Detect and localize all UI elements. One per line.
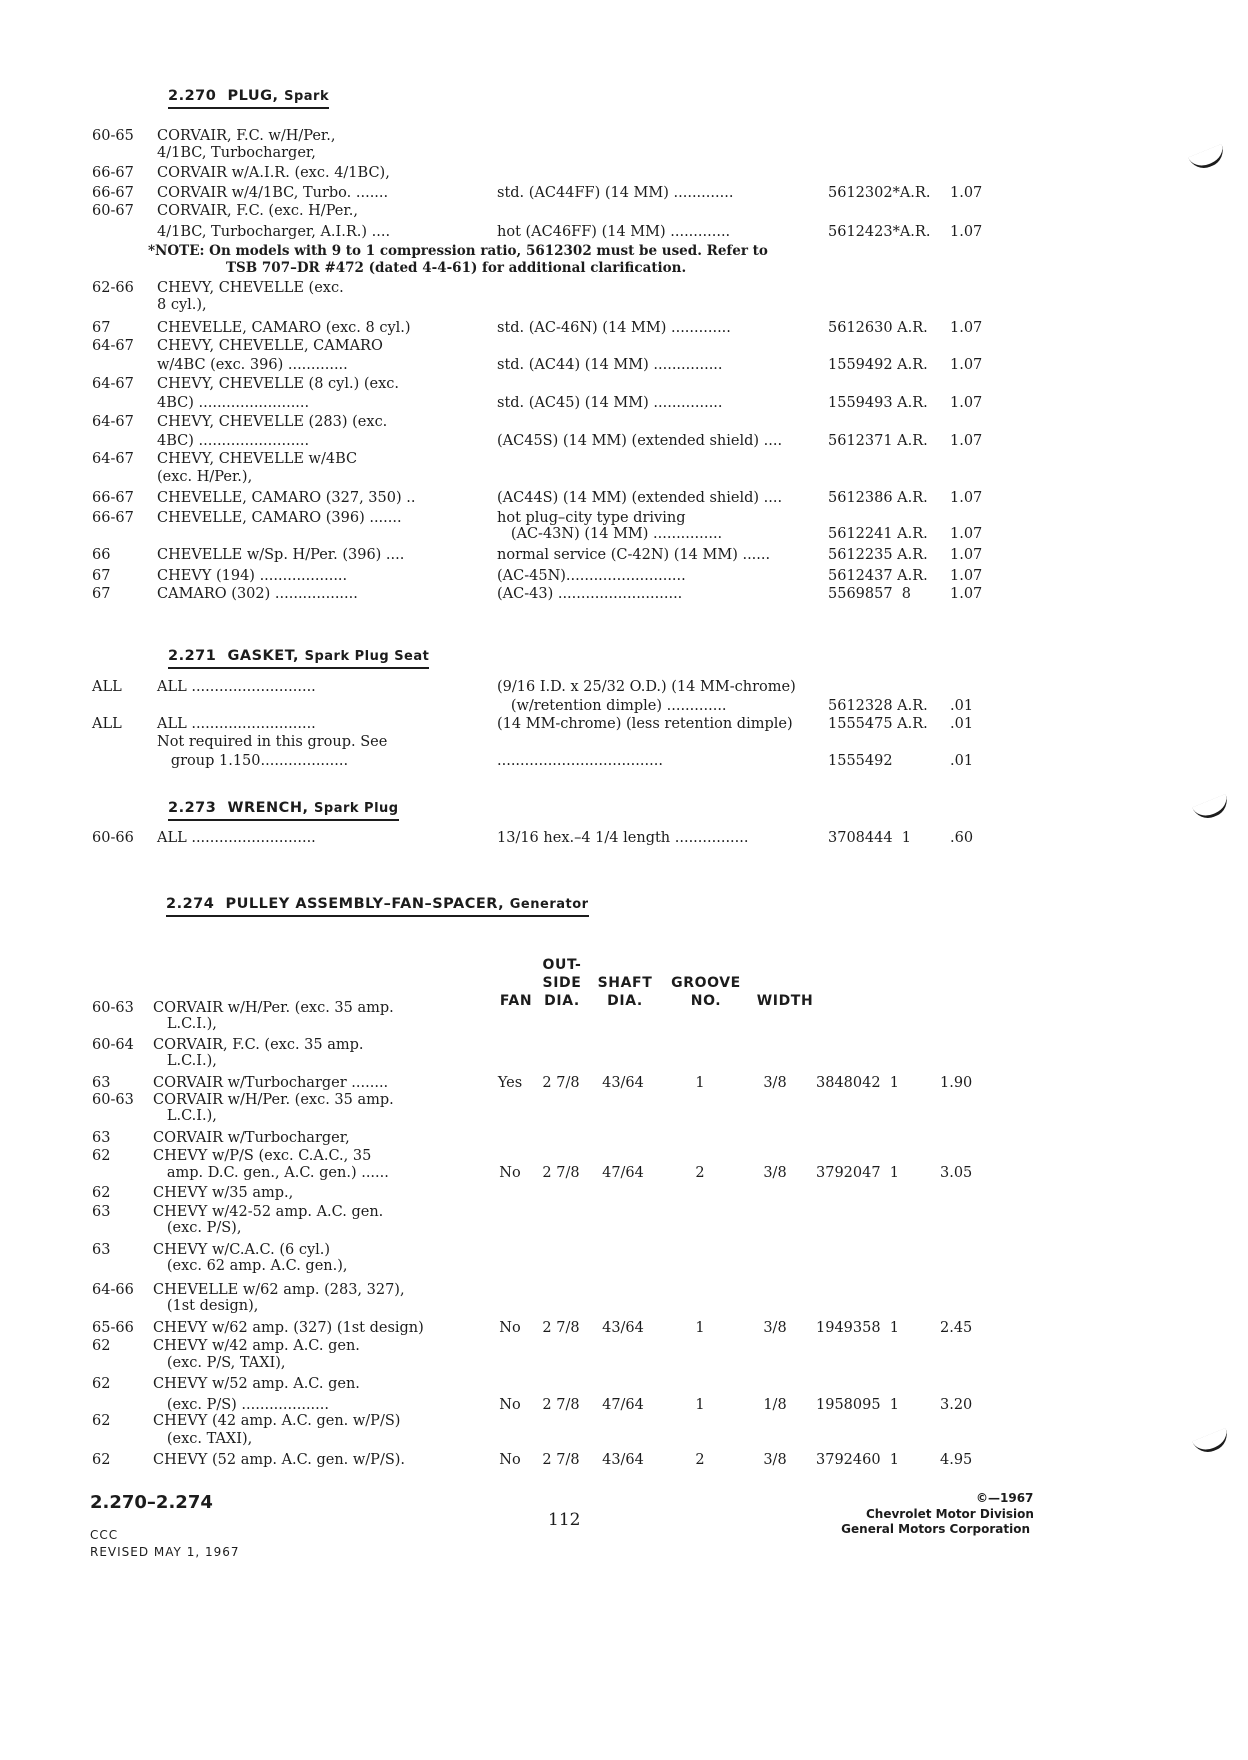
row-year: ALL [92,679,122,695]
row-specification: (w/retention dimple) ............. [497,698,727,714]
row-description: CORVAIR, F.C. (exc. H/Per., [157,203,358,219]
row-price: 3.20 [940,1397,973,1413]
row-year: 66-67 [92,165,134,181]
row-width: 3/8 [763,1320,787,1336]
row-year: 62 [92,1185,111,1201]
row-year: 67 [92,568,111,584]
binder-mark [1188,144,1228,173]
section-number: 2.270 [168,88,217,104]
row-description: L.C.I.), [153,1053,217,1069]
row-part-number: 1958095 1 [816,1397,900,1413]
row-part-number: 3792047 1 [816,1165,900,1181]
row-groove-no: 1 [695,1397,705,1413]
row-description: (exc. TAXI), [153,1431,253,1447]
row-specification: std. (AC-46N) (14 MM) ............. [497,320,731,336]
row-part-number: 5612371 A.R. [828,433,928,449]
row-description: CORVAIR w/4/1BC, Turbo. ....... [157,185,389,201]
row-price: .01 [950,753,974,769]
row-fan: Yes [497,1075,523,1091]
row-specification: (AC45S) (14 MM) (extended shield) .... [497,433,783,449]
column-header-outside-dia: OUT- SIDE DIA. [542,957,582,1009]
section-heading-2-271 [168,648,429,669]
row-description: (exc. P/S), [153,1220,242,1236]
section-subtitle: Spark Plug Seat [304,649,430,664]
section-title: WRENCH, [227,800,309,816]
column-header-groove-no: GROOVE NO. [671,975,741,1009]
row-year: 67 [92,586,111,602]
row-year: 66-67 [92,185,134,201]
section-heading-2-274 [166,896,589,917]
row-outside-dia: 2 7/8 [542,1452,580,1468]
row-specification: hot (AC46FF) (14 MM) ............. [497,224,731,240]
row-part-number: 1555492 [828,753,893,769]
row-description: L.C.I.), [153,1016,217,1032]
row-description: (exc. P/S, TAXI), [153,1355,286,1371]
row-price: .01 [950,716,974,732]
binder-mark [1192,1428,1232,1457]
row-price: 1.07 [950,433,983,449]
row-part-number: 1559492 A.R. [828,357,928,373]
row-description: L.C.I.), [153,1108,217,1124]
row-groove-no: 2 [695,1452,705,1468]
row-year: 62 [92,1413,111,1429]
row-specification: normal service (C-42N) (14 MM) ...... [497,547,771,563]
row-description: CHEVELLE w/Sp. H/Per. (396) .... [157,547,405,563]
row-year: 64-67 [92,338,134,354]
row-year: 62 [92,1148,111,1164]
note-line-1: *NOTE: On models with 9 to 1 compression ratio, 5612302 must be used. Refer to [148,243,768,259]
row-description: CORVAIR w/H/Per. (exc. 35 amp. [153,1092,394,1108]
row-year: 63 [92,1242,111,1258]
row-specification: hot plug–city type driving [497,510,686,526]
row-description: CHEVELLE, CAMARO (327, 350) .. [157,490,416,506]
row-description: 4/1BC, Turbocharger, [157,145,316,161]
row-description: CHEVY w/52 amp. A.C. gen. [153,1376,360,1392]
row-price: 1.07 [950,357,983,373]
row-price: 1.07 [950,185,983,201]
row-description: CHEVY, CHEVELLE, CAMARO [157,338,383,354]
row-year: 64-66 [92,1282,134,1298]
row-fan: No [499,1165,521,1181]
row-outside-dia: 2 7/8 [542,1075,580,1091]
row-specification: .................................... [497,753,663,769]
row-specification: std. (AC44FF) (14 MM) ............. [497,185,734,201]
row-year: 65-66 [92,1320,134,1336]
row-description: amp. D.C. gen., A.C. gen.) ...... [153,1165,389,1181]
footer-copyright: ©—1967 [976,1491,1034,1505]
row-price: .60 [950,830,974,846]
row-specification: (AC44S) (14 MM) (extended shield) .... [497,490,783,506]
row-part-number: 5612302*A.R. [828,185,931,201]
row-description: 4BC) ........................ [157,433,310,449]
row-year: 63 [92,1075,111,1091]
note-line-2: TSB 707–DR #472 (dated 4-4-61) for additional clarification. [226,260,687,276]
row-description: CHEVELLE w/62 amp. (283, 327), [153,1282,405,1298]
row-description: CORVAIR w/A.I.R. (exc. 4/1BC), [157,165,390,181]
row-part-number: 1555475 A.R. [828,716,928,732]
row-description: CHEVY, CHEVELLE w/4BC [157,451,358,467]
column-header-width: WIDTH [756,993,814,1009]
section-heading-2-270 [168,88,329,109]
section-title: PLUG, [227,88,279,104]
row-price: 1.07 [950,224,983,240]
row-shaft-dia: 47/64 [602,1397,644,1413]
row-fan: No [499,1397,521,1413]
column-header-shaft-dia: SHAFT DIA. [597,975,653,1009]
row-price: 1.07 [950,526,983,542]
row-price: 1.90 [940,1075,973,1091]
row-description: CHEVY (42 amp. A.C. gen. w/P/S) [153,1413,401,1429]
row-year: 64-67 [92,376,134,392]
row-description: ALL ........................... [157,679,316,695]
row-shaft-dia: 43/64 [602,1075,644,1091]
row-year: 62 [92,1338,111,1354]
row-year: 66-67 [92,490,134,506]
row-width: 3/8 [763,1165,787,1181]
row-description: CHEVY w/62 amp. (327) (1st design) [153,1320,424,1336]
row-description: CHEVY w/P/S (exc. C.A.C., 35 [153,1148,372,1164]
page-number: 112 [548,1510,581,1530]
row-year: 62-66 [92,280,134,296]
row-year: 64-67 [92,414,134,430]
row-description: (exc. P/S) ................... [153,1397,329,1413]
row-part-number: 5612241 A.R. [828,526,928,542]
row-year: 67 [92,320,111,336]
row-description: CHEVELLE, CAMARO (exc. 8 cyl.) [157,320,411,336]
row-width: 3/8 [763,1075,787,1091]
row-width: 1/8 [763,1397,787,1413]
row-part-number: 1949358 1 [816,1320,900,1336]
row-part-number: 5612235 A.R. [828,547,928,563]
row-description: CHEVY (194) ................... [157,568,348,584]
row-part-number: 3848042 1 [816,1075,900,1091]
row-part-number: 1559493 A.R. [828,395,928,411]
section-number: 2.273 [168,800,217,816]
row-description: 4BC) ........................ [157,395,310,411]
section-subtitle: Spark [284,89,330,104]
row-description: CORVAIR, F.C. w/H/Per., [157,128,336,144]
row-groove-no: 1 [695,1320,705,1336]
row-description: CORVAIR w/Turbocharger, [153,1130,350,1146]
row-description: ALL ........................... [157,716,316,732]
row-description: CHEVY, CHEVELLE (exc. [157,280,344,296]
column-header-fan: FAN [499,993,533,1009]
row-price: 4.95 [940,1452,973,1468]
row-part-number: 3792460 1 [816,1452,900,1468]
row-part-number: 5612328 A.R. [828,698,928,714]
row-price: .01 [950,698,974,714]
row-specification: (14 MM-chrome) (less retention dimple) [497,716,793,732]
row-description: CAMARO (302) .................. [157,586,358,602]
row-specification: (AC-43) ........................... [497,586,683,602]
footer-revised-date: REVISED MAY 1, 1967 [90,1545,240,1559]
row-year: 60-66 [92,830,134,846]
row-part-number: 5612437 A.R. [828,568,928,584]
row-part-number: 3708444 1 [828,830,912,846]
row-specification: 13/16 hex.–4 1/4 length ................ [497,830,749,846]
row-description: Not required in this group. See [157,734,388,750]
row-price: 3.05 [940,1165,973,1181]
row-part-number: 5569857 8 [828,586,912,602]
section-subtitle: Generator [509,897,589,912]
row-year: 60-65 [92,128,134,144]
row-description: CHEVY w/35 amp., [153,1185,294,1201]
row-description: (exc. 62 amp. A.C. gen.), [153,1258,348,1274]
row-shaft-dia: 47/64 [602,1165,644,1181]
section-subtitle: Spark Plug [314,801,399,816]
row-description: CORVAIR, F.C. (exc. 35 amp. [153,1037,364,1053]
row-width: 3/8 [763,1452,787,1468]
row-specification: std. (AC45) (14 MM) ............... [497,395,723,411]
row-description: CHEVELLE, CAMARO (396) ....... [157,510,402,526]
row-description: (exc. H/Per.), [157,469,253,485]
row-price: 1.07 [950,568,983,584]
row-year: 62 [92,1376,111,1392]
row-fan: No [499,1452,521,1468]
row-year: 62 [92,1452,111,1468]
row-year: 63 [92,1204,111,1220]
row-description: w/4BC (exc. 396) ............. [157,357,348,373]
row-specification: (9/16 I.D. x 25/32 O.D.) (14 MM-chrome) [497,679,796,695]
row-part-number: 5612386 A.R. [828,490,928,506]
section-title: PULLEY ASSEMBLY–FAN–SPACER, [225,896,505,912]
section-title: GASKET, [227,648,300,664]
row-price: 1.07 [950,547,983,563]
row-year: 60-63 [92,1092,134,1108]
row-year: 66-67 [92,510,134,526]
row-price: 1.07 [950,320,983,336]
row-part-number: 5612630 A.R. [828,320,928,336]
row-description: 4/1BC, Turbocharger, A.I.R.) .... [157,224,391,240]
row-year: ALL [92,716,122,732]
row-fan: No [499,1320,521,1336]
row-outside-dia: 2 7/8 [542,1320,580,1336]
section-heading-2-273 [168,800,399,821]
footer-division: Chevrolet Motor Division [866,1507,1034,1521]
row-price: 1.07 [950,395,983,411]
footer-section-range: 2.270–2.274 [90,1492,213,1513]
row-groove-no: 1 [695,1075,705,1091]
row-description: (1st design), [153,1298,259,1314]
row-year: 60-67 [92,203,134,219]
row-description: CHEVY w/C.A.C. (6 cyl.) [153,1242,331,1258]
row-description: CHEVY, CHEVELLE (283) (exc. [157,414,388,430]
row-outside-dia: 2 7/8 [542,1397,580,1413]
footer-corporation: General Motors Corporation [841,1522,1030,1536]
row-year: 63 [92,1130,111,1146]
row-year: 64-67 [92,451,134,467]
row-specification: (AC-43N) (14 MM) ............... [497,526,723,542]
row-price: 1.07 [950,490,983,506]
row-price: 2.45 [940,1320,973,1336]
row-description: CORVAIR w/Turbocharger ........ [153,1075,389,1091]
row-description: CORVAIR w/H/Per. (exc. 35 amp. [153,1000,394,1016]
row-description: CHEVY w/42 amp. A.C. gen. [153,1338,360,1354]
row-description: CHEVY, CHEVELLE (8 cyl.) (exc. [157,376,400,392]
section-number: 2.274 [166,896,215,912]
binder-mark [1192,794,1232,823]
row-year: 60-64 [92,1037,134,1053]
row-outside-dia: 2 7/8 [542,1165,580,1181]
row-groove-no: 2 [695,1165,705,1181]
row-shaft-dia: 43/64 [602,1320,644,1336]
footer-ccc: CCC [90,1528,119,1542]
section-number: 2.271 [168,648,217,664]
row-description: CHEVY w/42-52 amp. A.C. gen. [153,1204,384,1220]
row-part-number: 5612423*A.R. [828,224,931,240]
row-specification: std. (AC44) (14 MM) ............... [497,357,723,373]
row-year: 66 [92,547,111,563]
row-price: 1.07 [950,586,983,602]
row-specification: (AC-45N).......................... [497,568,686,584]
row-description: 8 cyl.), [157,297,207,313]
row-description: CHEVY (52 amp. A.C. gen. w/P/S). [153,1452,406,1468]
row-description: ALL ........................... [157,830,316,846]
row-shaft-dia: 43/64 [602,1452,644,1468]
row-description: group 1.150................... [157,753,349,769]
row-year: 60-63 [92,1000,134,1016]
